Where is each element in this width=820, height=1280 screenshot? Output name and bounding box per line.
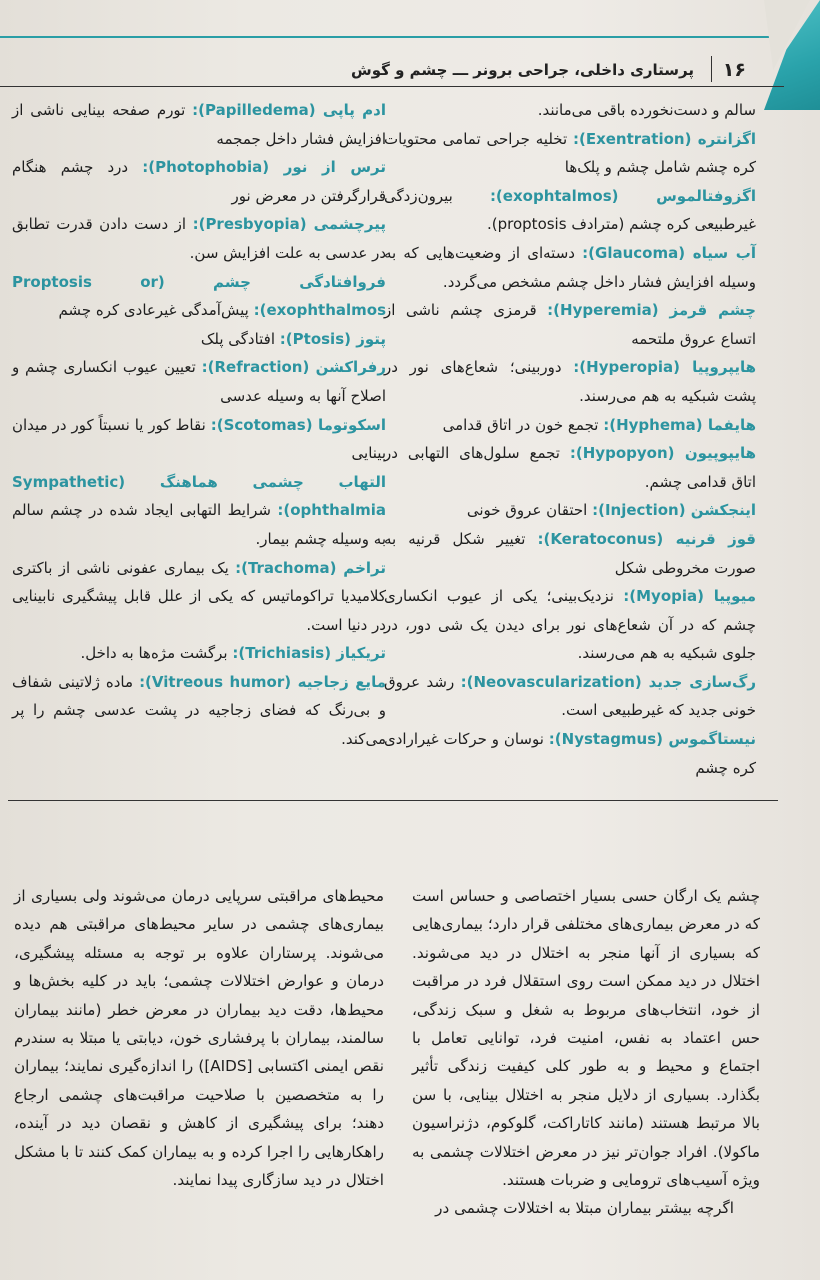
glossary-entry: فروافتادگی چشم (Proptosis or exophthalmos): پیش‌آمدگی غیرعادی کره چشم [12,272,386,320]
glossary-term: التهاب چشمی هماهنگ (Sympathetic ophthalmia): [12,472,386,520]
glossary-term: قوز قرنیه (Keratoconus): [537,529,756,548]
glossary-entry: اینجکشن (Injection): احتقان عروق خونی [466,501,756,520]
glossary-entry: اگزوفتالموس (exophtalmos): بیرون‌زدگی غیرطبیعی کره چشم (مترادف proptosis). [384,186,756,234]
glossary-left-column [12,96,386,754]
glossary-entry: نیستاگموس (Nystagmus): نوسان و حرکات غیرارادی کره چشم [384,730,756,777]
header-accent-line [0,36,780,38]
glossary-term: ترس از نور (Photophobia): [142,158,386,177]
glossary-entry: هایفما (Hyphema): تجمع خون در اتاق قدامی [442,415,756,434]
glossary-term: مایع زجاجیه (Vitreous humor): [139,672,386,691]
page-header [0,54,784,87]
glossary-term: نیستاگموس (Nystagmus): [548,730,756,749]
glossary-term: هایفما (Hyphema): [603,415,756,434]
glossary-term: رفراکشن (Refraction): [201,358,386,377]
glossary-entry: اسکوتوما (Scotomas): نقاط کور یا نسبتاً کور در میدان بینایی [12,415,386,463]
glossary-bottom-rule [8,800,778,801]
glossary-term: اگزانتره (Exentration): [572,129,756,148]
glossary-term: تریکیاز (Trichiasis): [232,644,386,663]
glossary-entry: آب سیاه (Glaucoma): دسته‌ای از وضعیت‌هایی که به وسیله افزایش فشار داخل چشم مشخص می‌گردد. [384,243,756,291]
glossary-entry: سالم و دست‌نخورده باقی می‌مانند. [537,101,756,119]
glossary-entry: التهاب چشمی هماهنگ (Sympathetic ophthalmia): شرایط التهابی ایجاد شده در چشم سالم به وسیله چشم بیمار. [12,472,386,548]
glossary-term: پیرچشمی (Presbyopia): [192,215,386,234]
glossary-term: رگ‌سازی جدید (Neovascularization): [460,672,756,691]
glossary-term: هایپوپیون (Hypopyon): [569,444,756,463]
glossary-term: چشم قرمز (Hyperemia): [547,301,756,320]
glossary-entry: تریکیاز (Trichiasis): برگشت مژه‌ها به داخل. [80,644,386,663]
glossary-term: اگزوفتالموس (exophtalmos): [489,186,756,205]
glossary-entry: پیرچشمی (Presbyopia): از دست دادن قدرت تطابق در عدسی به علت افزایش سن. [12,215,386,262]
glossary-entry: میوپیا (Myopia): نزدیک‌بینی؛ یکی از عیوب انکساری چشم که در آن شعاع‌های نور برای دیدن یک شی دور، در جلوی شبکیه به هم می‌رسند. [384,587,756,663]
glossary-entry: قوز قرنیه (Keratoconus): تغییر شکل قرنیه به صورت مخروطی شکل [384,529,756,577]
glossary-term: پتوز (Ptosis): [279,329,386,348]
header-separator [711,56,713,82]
glossary-entry: پتوز (Ptosis): افتادگی پلک [200,329,386,348]
glossary-entry: هایپوپیون (Hypopyon): تجمع سلول‌های التهابی در اتاق قدامی چشم. [384,444,756,491]
glossary-entry: ادم پاپی (Papilledema): تورم صفحه بینایی ناشی از افزایش فشار داخل جمجمه [12,101,386,148]
glossary-term: اینجکشن (Injection): [592,501,756,520]
glossary-term: اسکوتوما (Scotomas): [210,415,386,434]
body-paragraph: محیط‌های مراقبتی سرپایی درمان می‌شوند ولی بسیاری از بیماری‌های چشمی در سایر محیط‌های مراقبتی هم دیده می‌شوند. پرستاران علاوه بر توجه به مسئله پیشگیری، درمان و عوارض اختلالات چشمی؛ باید در کلیه بخش‌ها و محیط‌ها، دقت دید بیماران در معرض خطر (مانند بیماران سالمند، بیماران با پرفشاری خون، دیابتی یا مبتلا به سندرم نقص ایمنی اکتسابی [AIDS]) را اندازه‌گیری نمایند؛ بیماران را به متخصصین با صلاحیت مراقبت‌های چشمی ارجاع دهند؛ برای پیشگیری از کاهش و نقصان دید در آینده، راهکارهایی را اجرا کرده و به بیماران کمک کنند تا با مشکل اختلال در دید سازگاری پیدا نمایند. [14,887,384,1190]
glossary-term: هایپروپیا (Hyperopia): [573,358,756,377]
glossary-right-column [384,96,756,782]
glossary-term: فروافتادگی چشم (Proptosis or exophthalmos): [12,272,386,320]
glossary-term: ادم پاپی (Papilledema): [192,101,386,119]
body-paragraph: چشم یک ارگان حسی بسیار اختصاصی و حساس است که در معرض بیماری‌های مختلفی قرار دارد؛ بیماری‌هایی که بسیاری از آنها منجر به اختلال در دید می‌شوند. اختلال در دید ممکن است روی استقلال فرد در مراقبت از خود، انتخاب‌های مربوط به شغل و سبک زندگی، حس اعتماد به نفس، امنیت فرد، توانایی تعامل با اجتماع و محیط و به طور کلی کیفیت زندگی تأثیر بگذارد. بسیاری از دلایل منجر به اختلال بینایی، با سن بالا مرتبط هستند (مانند کاتاراکت، گلوکوم، دژنراسیون ماکولا). افراد جوان‌تر نیز در معرض اختلالات چشمی به ویژه آسیب‌های ترومایی و ضربات هستند. [412,887,760,1190]
glossary-term: میوپیا (Myopia): [623,587,756,606]
glossary-term: آب سیاه (Glaucoma): [582,243,756,262]
running-head: پرستاری داخلی، جراحی برونر ـــ چشم و گوش [351,61,694,79]
page-number: ۱۶ [722,59,746,81]
body-right-column [412,882,760,1223]
glossary-entry: چشم قرمز (Hyperemia): قرمزی چشم ناشی از اتساع عروق ملتحمه [384,301,756,348]
body-paragraph: اگرچه بیشتر بیماران مبتلا به اختلالات چشمی در [435,1199,734,1218]
glossary-entry: اگزانتره (Exentration): تخلیه جراحی تمامی محتویات کره چشم شامل چشم و پلک‌ها [384,129,756,177]
glossary-entry: تراخم (Trachoma): یک بیماری عفونی ناشی از باکتری کلامیدیا تراکوماتیس که یکی از علل قابل پیشگیری نابینایی در دنیا است. [12,558,386,634]
glossary-term: تراخم (Trachoma): [235,558,386,577]
glossary-entry: مایع زجاجیه (Vitreous humor): ماده ژلاتینی شفاف و بی‌رنگ که فضای زجاجیه در پشت عدسی چشم را پر می‌کند. [12,672,386,749]
glossary-entry: ترس از نور (Photophobia): درد چشم هنگام قرارگرفتن در معرض نور [12,158,386,205]
glossary-entry: رفراکشن (Refraction): تعیین عیوب انکساری چشم و اصلاح آنها به وسیله عدسی [12,358,386,405]
glossary-entry: هایپروپیا (Hyperopia): دوربینی؛ شعاع‌های نور در پشت شبکیه به هم می‌رسند. [384,358,756,405]
glossary-entry: رگ‌سازی جدید (Neovascularization): رشد عروق خونی جدید که غیرطبیعی است. [384,672,756,720]
body-left-column [14,882,384,1194]
